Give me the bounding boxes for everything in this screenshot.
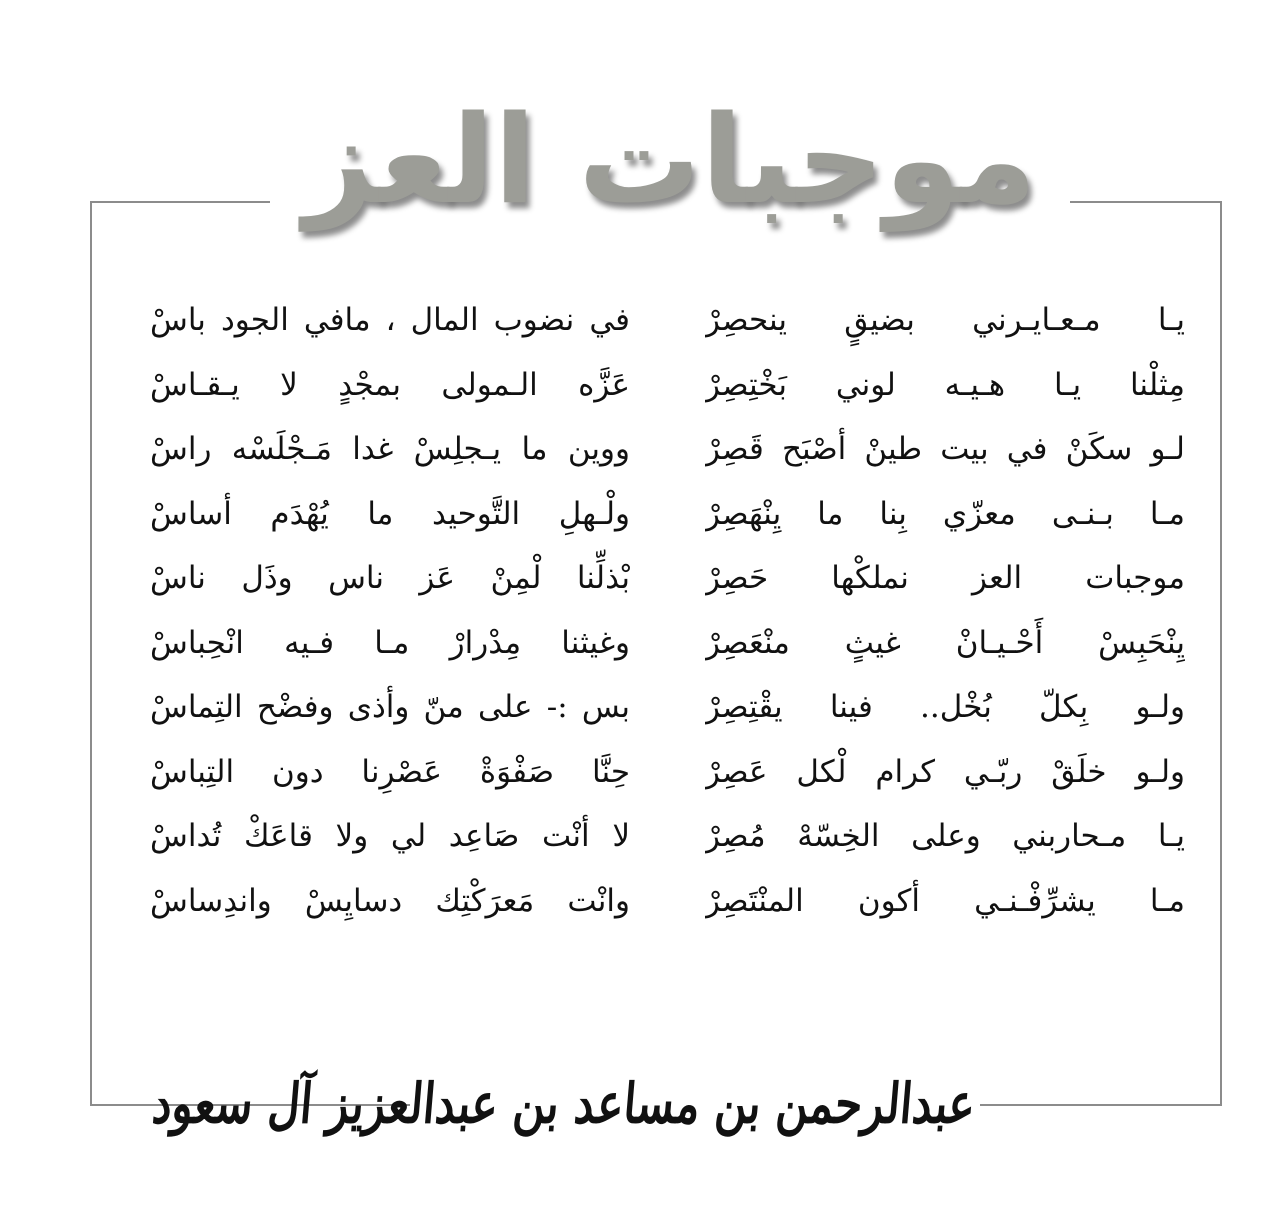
verse-right-7: ولـو بِكلّ بُخْل.. فينا يقْتِصِرْ (705, 689, 1185, 725)
verse-right-2: مِثلْنا يـا هـيـه لوني بَخْتِصِرْ (705, 366, 1185, 403)
verse-right-9: يـا مـحاربني وعلى الخِسّهْ مُصِرْ (705, 818, 1185, 854)
poem-title: موجبات العز (303, 89, 1037, 231)
verse-right-10: مـا يشرِّفْـنـي أكون المنْتَصِرْ (705, 882, 1185, 919)
verse-left-10: وانْت مَعرَكْتِك دسايِسْ واندِساسْ (150, 882, 630, 919)
verse-left-8: حِنَّا صَفْوَةْ عَصْرِنا دون التِباسْ (150, 753, 630, 790)
verse-left-7: بس :- على منّ وأذى وفضْح التِماسْ (150, 689, 630, 725)
verse-left-2: عَزَّه الـمولى بمجْدٍ لا يـقـاسْ (150, 366, 630, 403)
verse-right-6: يِنْحَبِسْ أَحْـيـانْ غيثٍ منْعَصِرْ (705, 624, 1185, 661)
verse-left-4: ولْـهلِ التَّوحيد ما يُهْدَم أساسْ (150, 495, 630, 532)
verse-right-1: يـا مـعـايـرني بضيقٍ ينحصِرْ (705, 302, 1185, 338)
verse-left-3: ووين ما يـجلِسْ غدا مَـجْلَسْه راسْ (150, 431, 630, 467)
verse-right-8: ولـو خلَقْ ربّـي كرام لْكل عَصِرْ (705, 753, 1185, 790)
verse-left-5: بْذلِّنا لْمِنْ عَز ناس وذَل ناسْ (150, 560, 630, 596)
verse-right-5: موجبات العز نملكْها حَصِرْ (705, 560, 1185, 596)
verses-left-column (150, 288, 630, 933)
verse-left-9: لا أنْت صَاعِد لي ولا قاعَكْ تُداسْ (150, 818, 630, 854)
verses-right-column (705, 288, 1185, 933)
verse-left-6: وغيثنا مِدْرارْ مـا فـيه انْحِباسْ (150, 624, 630, 661)
calligraphy-signature: عبدالرحمن بن مساعد بن عبدالعزيز آل سعود (149, 1072, 978, 1137)
verse-right-4: مـا بـنـى معزّي بِنا ما يِنْهَصِرْ (705, 495, 1185, 532)
verse-left-1: في نضوب المال ، مافي الجود باسْ (150, 302, 630, 338)
verse-right-3: لـو سكَنْ في بيت طينْ أصْبَح قَصِرْ (705, 431, 1185, 467)
